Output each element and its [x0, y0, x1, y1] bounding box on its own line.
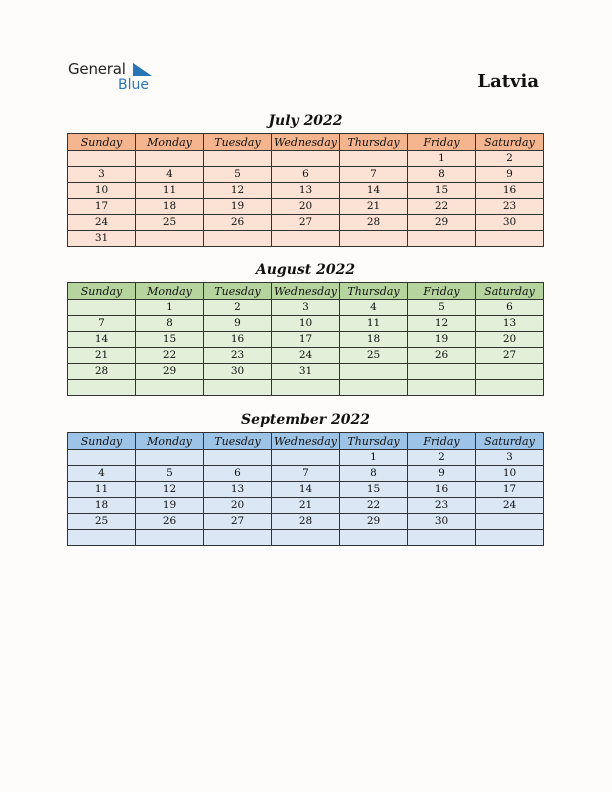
day-cell: 4	[136, 167, 204, 183]
week-row	[68, 199, 544, 215]
day-cell	[68, 151, 136, 167]
logo-text-blue: Blue	[118, 77, 149, 93]
weekday-header: Thursday	[340, 433, 408, 450]
day-cell	[204, 450, 272, 466]
day-cell: 12	[408, 316, 476, 332]
weekday-header: Tuesday	[204, 433, 272, 450]
day-cell: 13	[204, 482, 272, 498]
day-cell	[476, 380, 544, 396]
week-row	[68, 348, 544, 364]
day-cell: 26	[136, 514, 204, 530]
day-cell: 28	[68, 364, 136, 380]
day-cell: 9	[408, 466, 476, 482]
day-cell	[408, 231, 476, 247]
day-cell: 1	[408, 151, 476, 167]
day-cell	[476, 514, 544, 530]
day-cell: 7	[272, 466, 340, 482]
week-row	[68, 466, 544, 482]
week-row	[68, 151, 544, 167]
weekday-header: Tuesday	[204, 283, 272, 300]
day-cell: 29	[340, 514, 408, 530]
day-cell: 25	[340, 348, 408, 364]
weekday-header: Monday	[136, 134, 204, 151]
day-cell	[204, 380, 272, 396]
day-cell: 10	[68, 183, 136, 199]
day-cell	[204, 231, 272, 247]
day-cell: 24	[272, 348, 340, 364]
day-cell: 31	[68, 231, 136, 247]
day-cell: 16	[476, 183, 544, 199]
day-cell: 2	[476, 151, 544, 167]
day-cell: 20	[476, 332, 544, 348]
day-cell: 21	[68, 348, 136, 364]
day-cell: 16	[204, 332, 272, 348]
day-cell: 8	[136, 316, 204, 332]
day-cell	[340, 530, 408, 546]
weekday-header-row	[68, 433, 544, 450]
weekday-header: Saturday	[476, 433, 544, 450]
day-cell: 11	[340, 316, 408, 332]
day-cell: 30	[476, 215, 544, 231]
day-cell: 26	[408, 348, 476, 364]
day-cell: 22	[408, 199, 476, 215]
week-row	[68, 364, 544, 380]
day-cell	[204, 151, 272, 167]
week-row	[68, 215, 544, 231]
day-cell: 3	[476, 450, 544, 466]
month-grid	[67, 133, 544, 247]
day-cell: 16	[408, 482, 476, 498]
day-cell: 15	[136, 332, 204, 348]
logo-triangle-icon	[133, 63, 153, 77]
day-cell: 17	[476, 482, 544, 498]
weekday-header: Sunday	[68, 283, 136, 300]
week-row	[68, 183, 544, 199]
day-cell: 11	[68, 482, 136, 498]
day-cell: 1	[136, 300, 204, 316]
week-row	[68, 514, 544, 530]
day-cell	[476, 364, 544, 380]
day-cell: 7	[68, 316, 136, 332]
week-row	[68, 380, 544, 396]
day-cell: 29	[408, 215, 476, 231]
day-cell: 15	[340, 482, 408, 498]
day-cell	[272, 380, 340, 396]
weekday-header: Tuesday	[204, 134, 272, 151]
day-cell: 10	[272, 316, 340, 332]
day-cell: 13	[476, 316, 544, 332]
weekday-header-row	[68, 283, 544, 300]
week-row	[68, 530, 544, 546]
day-cell: 22	[340, 498, 408, 514]
month-title: August 2022	[255, 262, 356, 278]
weekday-header: Wednesday	[272, 283, 340, 300]
week-row	[68, 450, 544, 466]
day-cell: 14	[340, 183, 408, 199]
logo-text-general: General	[68, 60, 126, 78]
day-cell: 18	[68, 498, 136, 514]
day-cell: 9	[204, 316, 272, 332]
day-cell: 21	[272, 498, 340, 514]
day-cell: 24	[68, 215, 136, 231]
day-cell: 7	[340, 167, 408, 183]
day-cell: 4	[68, 466, 136, 482]
day-cell: 10	[476, 466, 544, 482]
day-cell: 28	[340, 215, 408, 231]
day-cell: 22	[136, 348, 204, 364]
month-title: July 2022	[268, 113, 343, 129]
weekday-header: Wednesday	[272, 134, 340, 151]
day-cell: 4	[340, 300, 408, 316]
week-row	[68, 300, 544, 316]
day-cell	[136, 151, 204, 167]
weekday-header: Monday	[136, 433, 204, 450]
day-cell: 19	[136, 498, 204, 514]
day-cell: 29	[136, 364, 204, 380]
week-row	[68, 332, 544, 348]
day-cell: 15	[408, 183, 476, 199]
weekday-header: Thursday	[340, 134, 408, 151]
week-row	[68, 482, 544, 498]
day-cell: 12	[204, 183, 272, 199]
day-cell: 9	[476, 167, 544, 183]
day-cell	[476, 530, 544, 546]
month-title: September 2022	[241, 412, 370, 428]
day-cell: 19	[204, 199, 272, 215]
weekday-header: Sunday	[68, 134, 136, 151]
week-row	[68, 498, 544, 514]
day-cell: 31	[272, 364, 340, 380]
day-cell: 8	[340, 466, 408, 482]
weekday-header: Saturday	[476, 134, 544, 151]
day-cell	[340, 151, 408, 167]
week-row	[68, 231, 544, 247]
day-cell	[204, 530, 272, 546]
day-cell	[272, 530, 340, 546]
day-cell: 23	[476, 199, 544, 215]
day-cell: 24	[476, 498, 544, 514]
day-cell	[340, 380, 408, 396]
day-cell: 30	[204, 364, 272, 380]
weekday-header: Wednesday	[272, 433, 340, 450]
day-cell	[408, 530, 476, 546]
weekday-header-row	[68, 134, 544, 151]
week-row	[68, 167, 544, 183]
day-cell: 11	[136, 183, 204, 199]
day-cell: 27	[476, 348, 544, 364]
day-cell: 14	[272, 482, 340, 498]
day-cell: 28	[272, 514, 340, 530]
day-cell: 26	[204, 215, 272, 231]
weekday-header: Sunday	[68, 433, 136, 450]
day-cell	[136, 530, 204, 546]
month-calendar	[67, 411, 544, 546]
day-cell: 27	[204, 514, 272, 530]
month-calendar	[67, 261, 544, 396]
day-cell	[408, 380, 476, 396]
day-cell	[476, 231, 544, 247]
weekday-header: Saturday	[476, 283, 544, 300]
day-cell	[68, 300, 136, 316]
day-cell: 23	[204, 348, 272, 364]
month-calendar	[67, 112, 544, 247]
day-cell	[68, 450, 136, 466]
weekday-header: Friday	[408, 134, 476, 151]
day-cell: 14	[68, 332, 136, 348]
day-cell: 17	[68, 199, 136, 215]
week-row	[68, 316, 544, 332]
day-cell	[136, 231, 204, 247]
day-cell: 18	[136, 199, 204, 215]
day-cell: 6	[204, 466, 272, 482]
day-cell: 6	[476, 300, 544, 316]
day-cell	[408, 364, 476, 380]
day-cell: 21	[340, 199, 408, 215]
day-cell: 17	[272, 332, 340, 348]
weekday-header: Friday	[408, 433, 476, 450]
day-cell: 2	[408, 450, 476, 466]
day-cell: 13	[272, 183, 340, 199]
day-cell: 20	[204, 498, 272, 514]
day-cell: 6	[272, 167, 340, 183]
weekday-header: Monday	[136, 283, 204, 300]
day-cell	[136, 450, 204, 466]
day-cell	[272, 231, 340, 247]
day-cell	[272, 450, 340, 466]
month-grid	[67, 432, 544, 546]
day-cell: 25	[68, 514, 136, 530]
day-cell: 30	[408, 514, 476, 530]
day-cell	[68, 530, 136, 546]
day-cell	[136, 380, 204, 396]
day-cell: 5	[204, 167, 272, 183]
day-cell	[340, 231, 408, 247]
weekday-header: Friday	[408, 283, 476, 300]
day-cell: 12	[136, 482, 204, 498]
day-cell: 2	[204, 300, 272, 316]
generalblue-logo	[68, 60, 168, 98]
country-title: Latvia	[477, 71, 539, 92]
day-cell: 23	[408, 498, 476, 514]
day-cell	[68, 380, 136, 396]
day-cell: 5	[136, 466, 204, 482]
day-cell: 3	[272, 300, 340, 316]
day-cell: 5	[408, 300, 476, 316]
day-cell: 20	[272, 199, 340, 215]
day-cell: 18	[340, 332, 408, 348]
day-cell	[340, 364, 408, 380]
day-cell: 8	[408, 167, 476, 183]
month-grid	[67, 282, 544, 396]
day-cell: 25	[136, 215, 204, 231]
day-cell: 1	[340, 450, 408, 466]
day-cell: 27	[272, 215, 340, 231]
day-cell: 19	[408, 332, 476, 348]
weekday-header: Thursday	[340, 283, 408, 300]
day-cell	[272, 151, 340, 167]
day-cell: 3	[68, 167, 136, 183]
